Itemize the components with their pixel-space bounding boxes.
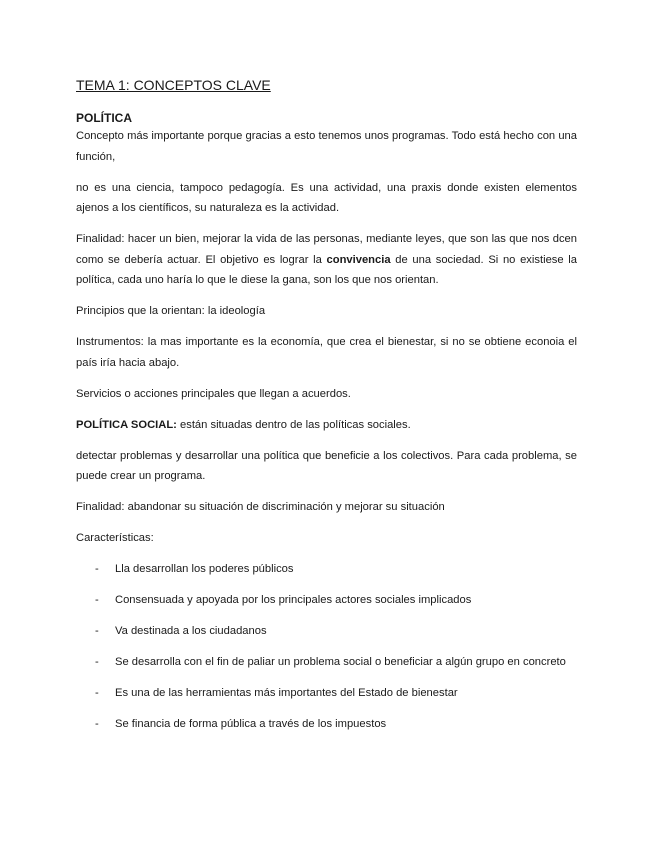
paragraph-finalidad [76,229,577,291]
dash-bullet: - [95,594,99,606]
paragraph: no es una ciencia, tampoco pedagogía. Es una actividad, una praxis donde existen elementos ajenos a los científicos, su naturaleza es la actividad. [76,181,577,214]
list-item [76,683,577,704]
characteristics-list [76,559,577,735]
list-item-text: Va destinada a los ciudadanos [115,625,267,637]
paragraph: Instrumentos: la mas importante es la economía, que crea el bienestar, si no se obtiene econoia el país iría hacia abajo. [76,336,577,369]
document-title: TEMA 1: CONCEPTOS CLAVE [76,77,271,93]
list-item-text: Lla desarrollan los poderes públicos [115,563,294,575]
paragraph: Principios que la orientan: la ideología [76,305,266,317]
list-item [76,590,577,611]
list-item [76,621,577,642]
paragraph: Servicios o acciones principales que llegan a acuerdos. [76,387,351,400]
document-content [76,76,577,745]
list-item-text: Se desarrolla con el fin de paliar un problema social o beneficiar a algún grupo en concreto [115,656,566,668]
paragraph: Finalidad: abandonar su situación de discriminación y mejorar su situación [76,501,445,513]
list-item-text: Consensuada y apoyada por los principales actores sociales implicados [115,594,472,606]
dash-bullet: - [95,687,99,699]
list-item-text: Se financia de forma pública a través de los impuestos [115,718,387,730]
list-item [76,559,577,580]
list-item [76,714,577,735]
dash-bullet: - [95,563,99,575]
section-heading-politica: POLÍTICA [76,111,132,125]
dash-bullet: - [95,718,99,730]
heading-rest: están situadas dentro de las políticas sociales. [176,418,411,431]
paragraph: Características: [76,532,154,544]
section-heading-politica-social [76,415,577,436]
dash-bullet: - [95,656,99,668]
paragraph: detectar problemas y desarrollar una política que beneficie a los colectivos. Para cada problema, se puede crear un programa. [76,449,577,482]
dash-bullet: - [95,625,99,637]
list-item [76,652,577,673]
list-item-text: Es una de las herramientas más importantes del Estado de bienestar [115,687,458,699]
text-span: de una sociedad. Si no existiese la política, cada uno haría lo que le diese la gana, son los que nos orientan. [76,253,578,286]
bold-term-convivencia: convivencia [326,253,391,266]
heading-label: POLÍTICA SOCIAL: [76,418,177,431]
text-span: Finalidad: hacer un bien, mejorar la vida de las personas, mediante leyes, que son las que nos dcen como se debería actuar. El objetivo es lograr la [76,233,577,266]
paragraph: Concepto más importante porque gracias a esto tenemos unos programas. Todo está hecho con una función, [76,130,577,163]
